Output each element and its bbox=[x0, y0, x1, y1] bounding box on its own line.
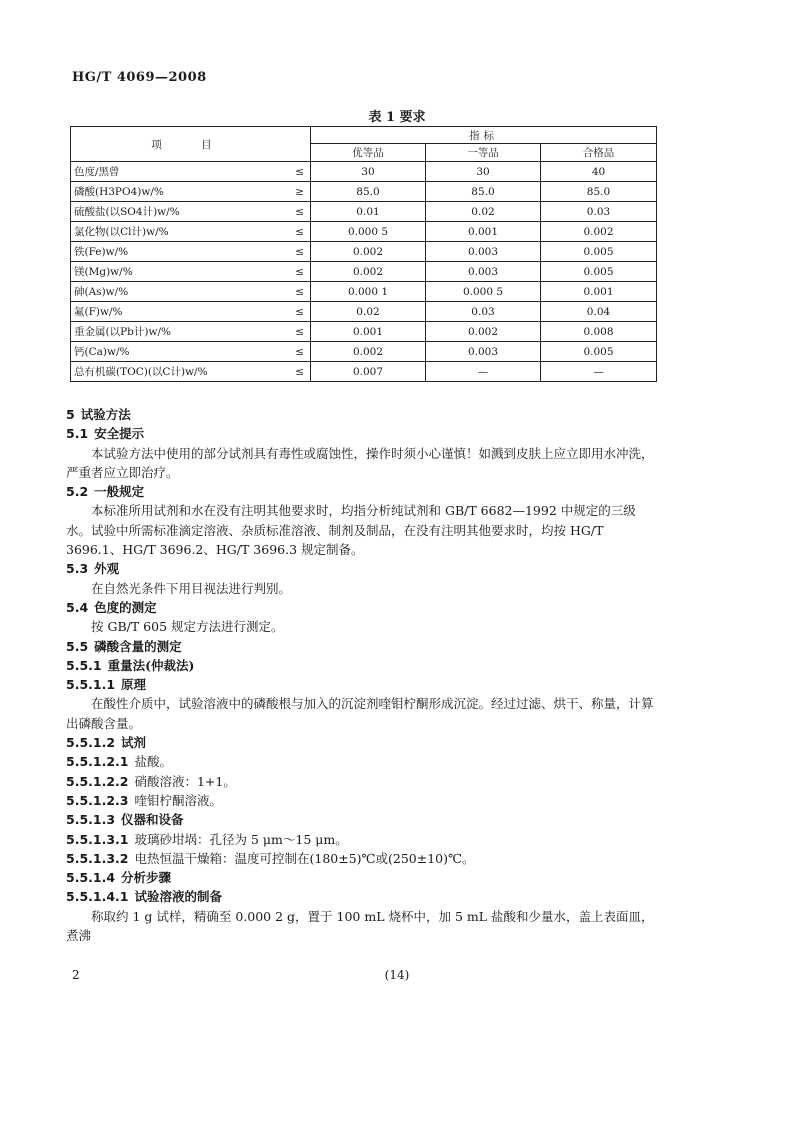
row-item-name: 重金属(以Pb计)w/% bbox=[71, 322, 289, 342]
section-title: 安全提示 bbox=[94, 426, 145, 442]
indicator-header: 指标 bbox=[311, 127, 657, 144]
row-value: 0.02 bbox=[311, 302, 426, 322]
footer-code: (14) bbox=[384, 968, 410, 982]
section-title: 试剂 bbox=[121, 735, 147, 751]
section-title: 盐酸。 bbox=[134, 754, 172, 770]
row-value: 0.002 bbox=[541, 222, 657, 242]
column-header: 一等品 bbox=[426, 144, 541, 162]
section-title: 硝酸溶液：1+1。 bbox=[134, 773, 236, 789]
row-value: 0.04 bbox=[541, 302, 657, 322]
numbered-item bbox=[66, 791, 656, 810]
row-relation: ≤ bbox=[289, 362, 311, 382]
row-item-name: 氯化物(以Cl计)w/% bbox=[71, 222, 289, 242]
row-relation: ≤ bbox=[289, 302, 311, 322]
section-heading bbox=[66, 868, 656, 887]
section-number: 5.5.1.1 bbox=[66, 677, 116, 693]
row-value: 0.003 bbox=[426, 262, 541, 282]
section-number: 5.5.1.3.2 bbox=[66, 850, 129, 866]
row-value: 0.000 1 bbox=[311, 282, 426, 302]
numbered-item bbox=[66, 772, 656, 791]
section-number: 5 bbox=[66, 407, 75, 422]
row-relation: ≤ bbox=[289, 222, 311, 242]
table-row bbox=[71, 302, 657, 322]
section-heading bbox=[66, 675, 656, 694]
row-value: 0.002 bbox=[311, 242, 426, 262]
row-value: — bbox=[426, 362, 541, 382]
row-relation: ≤ bbox=[289, 342, 311, 362]
row-value: 0.005 bbox=[541, 262, 657, 282]
section-title: 试验方法 bbox=[80, 407, 131, 422]
row-item-name: 色度/黑曾 bbox=[71, 162, 289, 182]
section-number: 5.5.1.3 bbox=[66, 812, 116, 828]
paragraph: 本试验方法中使用的部分试剂具有毒性或腐蚀性，操作时须小心谨慎！如溅到皮肤上应立即用水冲洗，严重者应立即治疗。 bbox=[66, 445, 654, 480]
section-title: 磷酸含量的测定 bbox=[94, 638, 182, 654]
paragraph: 在酸性介质中，试验溶液中的磷酸根与加入的沉淀剂喹钼柠酮形成沉淀。经过过滤、烘干、称量，计算出磷酸含量。 bbox=[66, 696, 654, 731]
section-number: 5.5.1.3.1 bbox=[66, 831, 129, 847]
row-value: 0.002 bbox=[426, 322, 541, 342]
section-title: 一般规定 bbox=[94, 484, 145, 500]
row-value: 0.003 bbox=[426, 242, 541, 262]
table-row bbox=[71, 262, 657, 282]
row-value: 0.007 bbox=[311, 362, 426, 382]
row-value: 0.001 bbox=[311, 322, 426, 342]
table-row bbox=[71, 342, 657, 362]
section-title: 电热恒温干燥箱：温度可控制在(180±5)℃或(250±10)℃。 bbox=[134, 850, 475, 866]
section-title: 重量法(仲裁法) bbox=[107, 657, 195, 673]
row-item-name: 总有机碳(TOC)(以C计)w/% bbox=[71, 362, 289, 382]
section-number: 5.5.1.2 bbox=[66, 735, 116, 751]
section-number: 5.5.1.2.1 bbox=[66, 754, 129, 770]
row-item-name: 氟(F)w/% bbox=[71, 302, 289, 322]
row-relation: ≥ bbox=[289, 182, 311, 202]
section-heading bbox=[66, 559, 656, 578]
row-value: 0.002 bbox=[311, 262, 426, 282]
numbered-item bbox=[66, 752, 656, 771]
row-value: 0.03 bbox=[426, 302, 541, 322]
section-number: 5.4 bbox=[66, 599, 89, 615]
section-title: 分析步骤 bbox=[121, 870, 172, 886]
row-value: 0.001 bbox=[541, 282, 657, 302]
section-heading bbox=[66, 424, 656, 443]
column-header: 合格品 bbox=[541, 144, 657, 162]
section-title: 原理 bbox=[121, 677, 147, 693]
row-item-name: 磷酸(H3PO4)w/% bbox=[71, 182, 289, 202]
section-title: 喹钼柠酮溶液。 bbox=[134, 792, 222, 808]
table-row bbox=[71, 202, 657, 222]
row-value: 0.001 bbox=[426, 222, 541, 242]
section-number: 5.5.1.4.1 bbox=[66, 889, 129, 905]
row-value: 0.03 bbox=[541, 202, 657, 222]
row-relation: ≤ bbox=[289, 322, 311, 342]
row-item-name: 铁(Fe)w/% bbox=[71, 242, 289, 262]
numbered-item bbox=[66, 849, 656, 868]
row-value: 0.000 5 bbox=[426, 282, 541, 302]
section-number: 5.1 bbox=[66, 426, 89, 442]
row-value: 30 bbox=[311, 162, 426, 182]
row-item-name: 砷(As)w/% bbox=[71, 282, 289, 302]
row-item-name: 镁(Mg)w/% bbox=[71, 262, 289, 282]
row-item-name: 钙(Ca)w/% bbox=[71, 342, 289, 362]
section-heading bbox=[66, 887, 656, 906]
page-number: 2 bbox=[72, 968, 80, 982]
paragraph: 称取约 1 g 试样，精确至 0.000 2 g，置于 100 mL 烧杯中，加 5 mL 盐酸和少量水，盖上表面皿，煮沸 bbox=[66, 908, 654, 944]
section-number: 5.5.1 bbox=[66, 657, 102, 673]
row-item-name: 硫酸盐(以SO4计)w/% bbox=[71, 202, 289, 222]
row-value: 0.008 bbox=[541, 322, 657, 342]
row-relation: ≤ bbox=[289, 202, 311, 222]
row-value: 30 bbox=[426, 162, 541, 182]
row-value: 0.01 bbox=[311, 202, 426, 222]
item-header: 项 目 bbox=[71, 127, 311, 162]
section-heading bbox=[66, 405, 656, 424]
row-value: 0.003 bbox=[426, 342, 541, 362]
section-number: 5.5.1.2.2 bbox=[66, 773, 129, 789]
row-value: 0.005 bbox=[541, 342, 657, 362]
section-title: 仪器和设备 bbox=[121, 812, 184, 828]
paragraph: 在自然光条件下用目视法进行判别。 bbox=[91, 580, 292, 596]
section-heading bbox=[66, 598, 656, 617]
row-relation: ≤ bbox=[289, 262, 311, 282]
section-heading bbox=[66, 482, 656, 501]
section-number: 5.3 bbox=[66, 561, 89, 577]
table-row bbox=[71, 222, 657, 242]
section-title: 色度的测定 bbox=[94, 599, 157, 615]
section-number: 5.2 bbox=[66, 484, 89, 500]
section-number: 5.5.1.4 bbox=[66, 870, 116, 886]
table-row bbox=[71, 322, 657, 342]
row-value: 0.002 bbox=[311, 342, 426, 362]
requirements-table bbox=[70, 126, 657, 382]
row-value: 85.0 bbox=[426, 182, 541, 202]
paragraph: 按 GB/T 605 规定方法进行测定。 bbox=[91, 619, 284, 635]
row-value: 0.000 5 bbox=[311, 222, 426, 242]
section-title: 玻璃砂坩埚：孔径为 5 μm～15 μm。 bbox=[134, 831, 348, 847]
table-row bbox=[71, 182, 657, 202]
row-value: — bbox=[541, 362, 657, 382]
section-heading bbox=[66, 637, 656, 656]
column-header: 优等品 bbox=[311, 144, 426, 162]
row-relation: ≤ bbox=[289, 282, 311, 302]
table-row bbox=[71, 162, 657, 182]
standard-code: HG/T 4069—2008 bbox=[72, 70, 207, 85]
row-relation: ≤ bbox=[289, 242, 311, 262]
row-relation: ≤ bbox=[289, 162, 311, 182]
document-body bbox=[66, 405, 656, 945]
section-number: 5.5.1.2.3 bbox=[66, 792, 129, 808]
numbered-item bbox=[66, 830, 656, 849]
row-value: 85.0 bbox=[541, 182, 657, 202]
table-title: 表 1 要求 bbox=[368, 110, 426, 125]
row-value: 0.005 bbox=[541, 242, 657, 262]
table-row bbox=[71, 242, 657, 262]
row-value: 85.0 bbox=[311, 182, 426, 202]
table-row bbox=[71, 282, 657, 302]
row-value: 0.02 bbox=[426, 202, 541, 222]
paragraph: 本标准所用试剂和水在没有注明其他要求时，均指分析纯试剂和 GB/T 6682—1992 中规定的三级水。试验中所需标准滴定溶液、杂质标准溶液、制剂及制品，在没有注明其他要求时，均按 HG/T 3696.1、HG/T 3696.2、HG/T 3696.3 规定制备。 bbox=[66, 503, 636, 558]
section-title: 外观 bbox=[94, 561, 120, 577]
section-heading bbox=[66, 656, 656, 675]
section-number: 5.5 bbox=[66, 638, 89, 654]
table-row bbox=[71, 362, 657, 382]
section-title: 试验溶液的制备 bbox=[134, 889, 222, 905]
row-value: 40 bbox=[541, 162, 657, 182]
section-heading bbox=[66, 810, 656, 829]
section-heading bbox=[66, 733, 656, 752]
